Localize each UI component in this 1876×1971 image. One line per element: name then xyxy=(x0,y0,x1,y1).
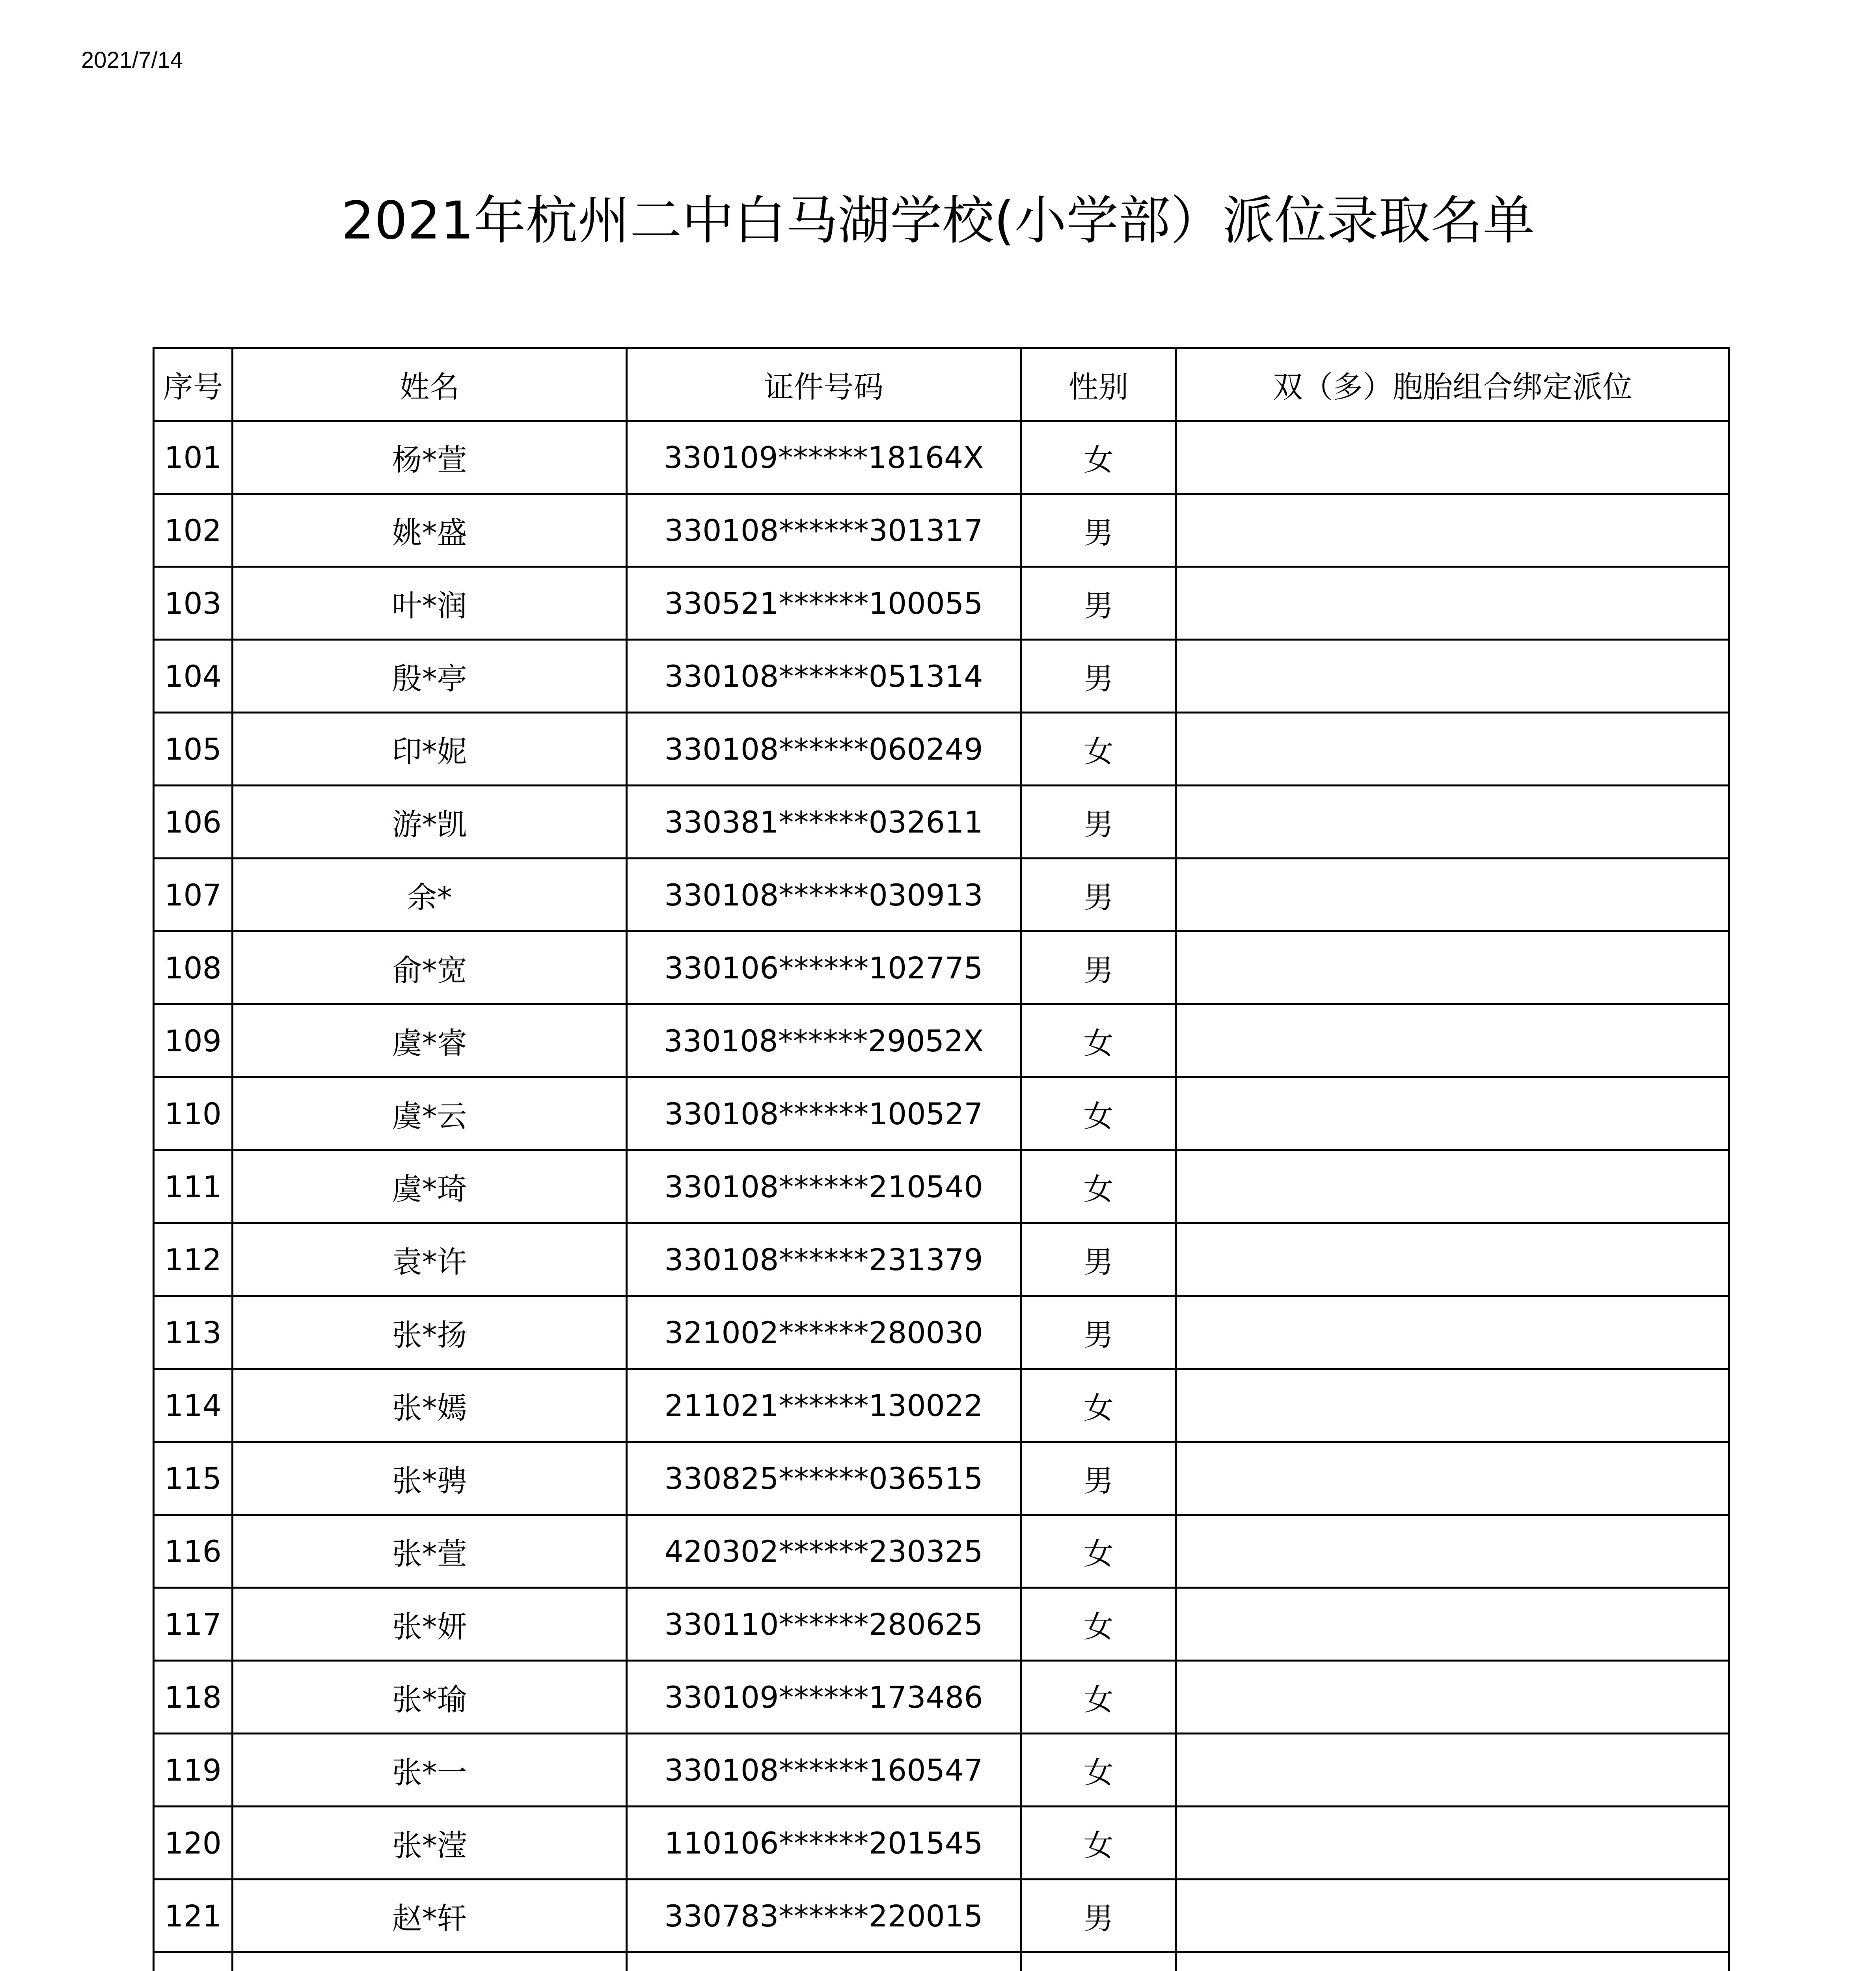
student-name: 张*萱 xyxy=(233,1515,627,1588)
gender: 男 xyxy=(1021,1223,1176,1296)
student-name: 姚*盛 xyxy=(233,494,627,567)
table-row xyxy=(154,1734,1729,1807)
student-name: 袁*许 xyxy=(233,1223,627,1296)
table-row xyxy=(154,1077,1729,1150)
table-row xyxy=(154,931,1729,1004)
student-name: 游*凯 xyxy=(233,786,627,859)
twin-binding xyxy=(1176,421,1729,494)
student-name xyxy=(233,1952,627,1971)
student-name: 殷*亭 xyxy=(233,640,627,713)
id-number xyxy=(627,1952,1021,1971)
gender: 男 xyxy=(1021,1442,1176,1515)
student-name: 张*滢 xyxy=(233,1807,627,1880)
twin-binding xyxy=(1176,1880,1729,1952)
gender: 男 xyxy=(1021,1880,1176,1952)
gender: 男 xyxy=(1021,786,1176,859)
id-number: 420302******230325 xyxy=(627,1515,1021,1588)
row-index: 117 xyxy=(154,1588,233,1661)
id-number: 330110******280625 xyxy=(627,1588,1021,1661)
student-name: 赵*轩 xyxy=(233,1880,627,1952)
id-number: 330521******100055 xyxy=(627,567,1021,640)
table-row xyxy=(154,1515,1729,1588)
student-name: 余* xyxy=(233,859,627,931)
id-number: 330108******030913 xyxy=(627,859,1021,931)
table-row xyxy=(154,567,1729,640)
gender: 女 xyxy=(1021,421,1176,494)
student-name: 虞*琦 xyxy=(233,1150,627,1223)
row-index: 113 xyxy=(154,1296,233,1369)
row-index: 106 xyxy=(154,786,233,859)
row-index: 116 xyxy=(154,1515,233,1588)
twin-binding xyxy=(1176,713,1729,786)
id-number: 330108******210540 xyxy=(627,1150,1021,1223)
gender: 女 xyxy=(1021,1369,1176,1442)
id-number: 330108******051314 xyxy=(627,640,1021,713)
id-number: 330108******100527 xyxy=(627,1077,1021,1150)
gender: 女 xyxy=(1021,1807,1176,1880)
student-name: 叶*润 xyxy=(233,567,627,640)
table-row xyxy=(154,1661,1729,1734)
table-row xyxy=(154,1369,1729,1442)
student-name: 张*妍 xyxy=(233,1588,627,1661)
column-header-twin-binding: 双（多）胞胎组合绑定派位 xyxy=(1176,348,1729,421)
twin-binding xyxy=(1176,1807,1729,1880)
id-number: 211021******130022 xyxy=(627,1369,1021,1442)
gender: 女 xyxy=(1021,1004,1176,1077)
gender: 男 xyxy=(1021,931,1176,1004)
column-header-id-number: 证件号码 xyxy=(627,348,1021,421)
twin-binding xyxy=(1176,1077,1729,1150)
student-name: 虞*睿 xyxy=(233,1004,627,1077)
student-name: 俞*宽 xyxy=(233,931,627,1004)
twin-binding xyxy=(1176,640,1729,713)
table-row xyxy=(154,1296,1729,1369)
table-row xyxy=(154,713,1729,786)
twin-binding xyxy=(1176,494,1729,567)
student-name: 印*妮 xyxy=(233,713,627,786)
row-index: 104 xyxy=(154,640,233,713)
twin-binding xyxy=(1176,1588,1729,1661)
table-row xyxy=(154,1952,1729,1971)
row-index: 115 xyxy=(154,1442,233,1515)
table-row xyxy=(154,786,1729,859)
twin-binding xyxy=(1176,1734,1729,1807)
twin-binding xyxy=(1176,786,1729,859)
twin-binding xyxy=(1176,1442,1729,1515)
twin-binding xyxy=(1176,859,1729,931)
twin-binding xyxy=(1176,1223,1729,1296)
column-header-gender: 性别 xyxy=(1021,348,1176,421)
row-index: 119 xyxy=(154,1734,233,1807)
print-date: 2021/7/14 xyxy=(81,47,183,73)
table-row xyxy=(154,640,1729,713)
gender xyxy=(1021,1952,1176,1971)
student-name: 张*一 xyxy=(233,1734,627,1807)
gender: 男 xyxy=(1021,494,1176,567)
table-body xyxy=(154,421,1729,1971)
column-header-name: 姓名 xyxy=(233,348,627,421)
row-index: 105 xyxy=(154,713,233,786)
gender: 男 xyxy=(1021,640,1176,713)
student-name: 杨*萱 xyxy=(233,421,627,494)
twin-binding xyxy=(1176,1952,1729,1971)
gender: 女 xyxy=(1021,1077,1176,1150)
twin-binding xyxy=(1176,1150,1729,1223)
row-index: 109 xyxy=(154,1004,233,1077)
id-number: 330108******160547 xyxy=(627,1734,1021,1807)
row-index: 121 xyxy=(154,1880,233,1952)
admission-table xyxy=(153,347,1730,1971)
twin-binding xyxy=(1176,1515,1729,1588)
gender: 女 xyxy=(1021,1588,1176,1661)
twin-binding xyxy=(1176,1296,1729,1369)
gender: 女 xyxy=(1021,1661,1176,1734)
row-index: 111 xyxy=(154,1150,233,1223)
table-row xyxy=(154,1880,1729,1952)
gender: 女 xyxy=(1021,1734,1176,1807)
id-number: 321002******280030 xyxy=(627,1296,1021,1369)
id-number: 330108******29052X xyxy=(627,1004,1021,1077)
row-index: 107 xyxy=(154,859,233,931)
row-index: 110 xyxy=(154,1077,233,1150)
table-row xyxy=(154,1150,1729,1223)
id-number: 330825******036515 xyxy=(627,1442,1021,1515)
table-row xyxy=(154,1004,1729,1077)
row-index xyxy=(154,1952,233,1971)
id-number: 330783******220015 xyxy=(627,1880,1021,1952)
table-row xyxy=(154,1223,1729,1296)
id-number: 330108******060249 xyxy=(627,713,1021,786)
table-row xyxy=(154,421,1729,494)
table-row xyxy=(154,494,1729,567)
id-number: 330108******231379 xyxy=(627,1223,1021,1296)
gender: 男 xyxy=(1021,859,1176,931)
column-header-index: 序号 xyxy=(154,348,233,421)
row-index: 120 xyxy=(154,1807,233,1880)
student-name: 虞*云 xyxy=(233,1077,627,1150)
row-index: 102 xyxy=(154,494,233,567)
id-number: 330109******18164X xyxy=(627,421,1021,494)
row-index: 103 xyxy=(154,567,233,640)
student-name: 张*嫣 xyxy=(233,1369,627,1442)
gender: 男 xyxy=(1021,567,1176,640)
id-number: 110106******201545 xyxy=(627,1807,1021,1880)
gender: 女 xyxy=(1021,1515,1176,1588)
gender: 女 xyxy=(1021,1150,1176,1223)
row-index: 108 xyxy=(154,931,233,1004)
table-header-row xyxy=(154,348,1729,421)
table-row xyxy=(154,1442,1729,1515)
twin-binding xyxy=(1176,1661,1729,1734)
id-number: 330109******173486 xyxy=(627,1661,1021,1734)
id-number: 330108******301317 xyxy=(627,494,1021,567)
twin-binding xyxy=(1176,1369,1729,1442)
page-title: 2021年杭州二中白马湖学校(小学部）派位录取名单 xyxy=(341,190,1535,251)
table-row xyxy=(154,1588,1729,1661)
twin-binding xyxy=(1176,931,1729,1004)
twin-binding xyxy=(1176,1004,1729,1077)
row-index: 114 xyxy=(154,1369,233,1442)
student-name: 张*扬 xyxy=(233,1296,627,1369)
row-index: 118 xyxy=(154,1661,233,1734)
id-number: 330381******032611 xyxy=(627,786,1021,859)
gender: 女 xyxy=(1021,713,1176,786)
row-index: 112 xyxy=(154,1223,233,1296)
student-name: 张*瑜 xyxy=(233,1661,627,1734)
gender: 男 xyxy=(1021,1296,1176,1369)
table-row xyxy=(154,1807,1729,1880)
twin-binding xyxy=(1176,567,1729,640)
table-row xyxy=(154,859,1729,931)
student-name: 张*骋 xyxy=(233,1442,627,1515)
row-index: 101 xyxy=(154,421,233,494)
id-number: 330106******102775 xyxy=(627,931,1021,1004)
